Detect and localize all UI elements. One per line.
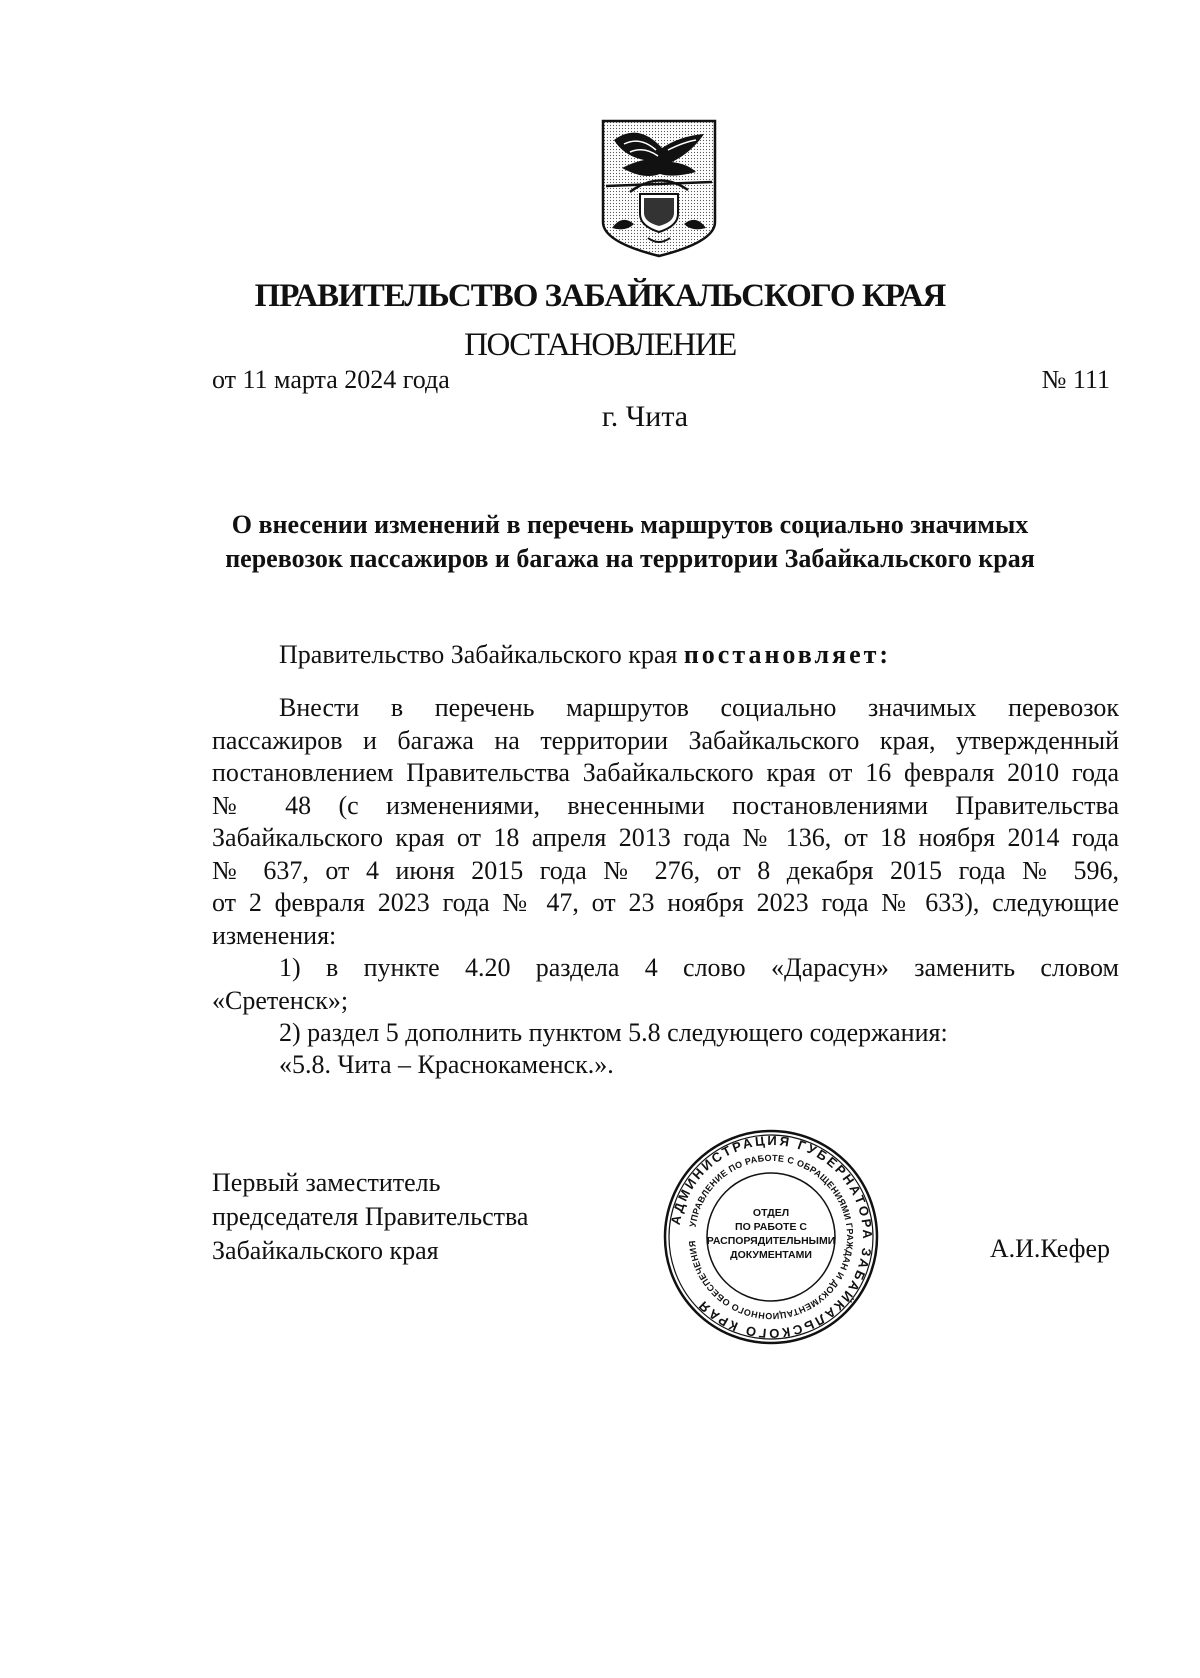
paragraph-line: № 48 (с изменениями, внесенными постановлениями Правительства [212, 790, 1119, 820]
item-line: 1) в пункте 4.20 раздела 4 слово «Дарасун» заменить словом [279, 953, 1119, 982]
document-city: г. Чита [601, 400, 689, 433]
resolution-intro [279, 640, 891, 670]
document-subject [150, 508, 1110, 576]
document-type: ПОСТАНОВЛЕНИЕ [464, 327, 736, 363]
signer-position [212, 1166, 528, 1268]
signer-position-line: Забайкальского края [212, 1236, 439, 1265]
paragraph-line: № 637, от 4 июня 2015 года № 276, от 8 декабря 2015 года № 596, [212, 855, 1119, 885]
main-paragraph [212, 692, 1119, 952]
organization-title: ПРАВИТЕЛЬСТВО ЗАБАЙКАЛЬСКОГО КРАЯ [254, 278, 946, 314]
stamp-center-line: ОТДЕЛ [752, 1207, 790, 1219]
paragraph-line: постановлением Правительства Забайкальского края от 16 февраля 2010 года [212, 758, 1119, 787]
amendment-item-1 [212, 952, 1119, 1017]
signer-position-line: Первый заместитель [212, 1168, 441, 1197]
stamp-center-line: ДОКУМЕНТАМИ [730, 1249, 812, 1261]
signer-position-line: председателя Правительства [212, 1202, 529, 1231]
paragraph-line: Забайкальского края от 18 апреля 2013 года № 136, от 18 ноября 2014 года [212, 823, 1119, 852]
paragraph-line: пассажиров и багажа на территории Забайкальского края, утвержденный [212, 725, 1119, 755]
resolves-word: постановляет: [683, 640, 892, 669]
amendment-item-3: «5.8. Чита – Краснокаменск.». [279, 1050, 614, 1079]
official-stamp [662, 1128, 880, 1346]
document-number: № 111 [1041, 365, 1110, 394]
subject-line: перевозок пассажиров и багажа на территории Забайкальского края [225, 544, 1035, 573]
coat-of-arms-icon [600, 118, 718, 258]
amendment-item-2: 2) раздел 5 дополнить пунктом 5.8 следующего содержания: [279, 1018, 948, 1047]
intro-text: Правительство Забайкальского края [279, 640, 678, 669]
paragraph-line: от 2 февраля 2023 года № 47, от 23 ноября 2023 года № 633), следующие [212, 888, 1119, 917]
paragraph-line: изменения: [212, 920, 337, 950]
item-line: «Сретенск»; [212, 985, 349, 1015]
stamp-outer-text: АДМИНИСТРАЦИЯ ГУБЕРНАТОРА ЗАБАЙКАЛЬСКОГО КРАЯ [667, 1132, 876, 1342]
signer-name: А.И.Кефер [989, 1234, 1110, 1263]
paragraph-line: Внести в перечень маршрутов социально значимых перевозок [279, 693, 1119, 722]
stamp-center-line: ПО РАБОТЕ С [735, 1221, 807, 1233]
stamp-center-line: РАСПОРЯДИТЕЛЬНЫМИ [706, 1235, 836, 1247]
stamp-inner-text: УПРАВЛЕНИЕ ПО РАБОТЕ С ОБРАЩЕНИЯМИ ГРАЖДАН И ДОКУМЕНТАЦИОННОГО ОБЕСПЕЧЕНИЯ [687, 1152, 856, 1322]
document-date: от 11 марта 2024 года [212, 365, 450, 394]
subject-line: О внесении изменений в перечень маршрутов социально значимых [231, 510, 1029, 539]
